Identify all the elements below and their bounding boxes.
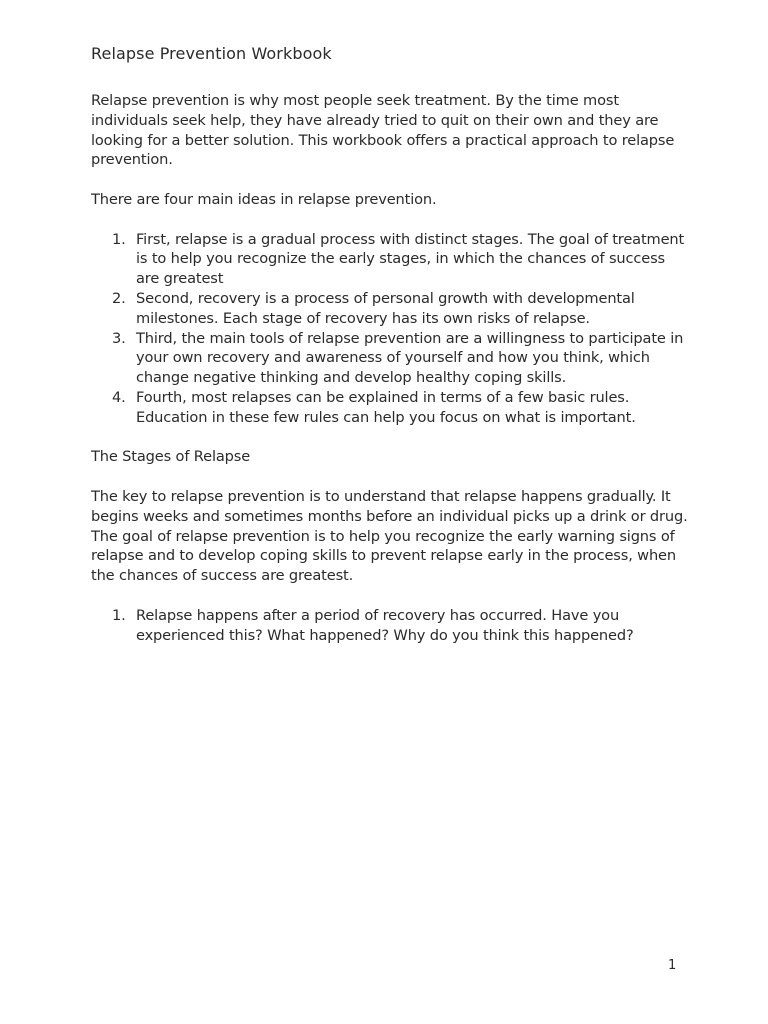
list-item bbox=[91, 289, 691, 329]
list-item-number: 4. bbox=[112, 388, 126, 406]
list-item-number: 1. bbox=[112, 606, 126, 624]
list-item-text: Third, the main tools of relapse prevention are a willingness to participate in your own recovery and awareness of yourself and how you think, which change negative thinking and develop healthy coping skills. bbox=[136, 329, 684, 387]
list-item-number: 1. bbox=[112, 230, 126, 248]
list-item-text: First, relapse is a gradual process with distinct stages. The goal of treatment is to help you recognize the early stages, in which the chances of success are greatest bbox=[136, 230, 685, 288]
document-title: Relapse Prevention Workbook bbox=[91, 44, 332, 63]
questions-list bbox=[91, 606, 691, 646]
list-item-text: Relapse happens after a period of recovery has occurred. Have you experienced this? What happened? Why do you think this happened? bbox=[136, 606, 634, 644]
section-heading: The Stages of Relapse bbox=[91, 448, 251, 466]
section-paragraph: The key to relapse prevention is to understand that relapse happens gradually. It begins weeks and sometimes months before an individual picks up a drink or drug. The goal of relapse prevention is to help you recognize the early warning signs of relapse and to develop coping skills to prevent relapse early in the process, when the chances of success are greatest. bbox=[91, 487, 688, 585]
list-item bbox=[91, 329, 691, 388]
ideas-list bbox=[91, 230, 691, 428]
list-item bbox=[91, 606, 691, 646]
document-body bbox=[91, 91, 691, 665]
list-item-text: Second, recovery is a process of personal growth with developmental milestones. Each stage of recovery has its own risks of relapse. bbox=[136, 289, 635, 327]
list-item-text: Fourth, most relapses can be explained in terms of a few basic rules. Education in these few rules can help you focus on what is important. bbox=[136, 388, 636, 426]
list-item-number: 2. bbox=[112, 289, 126, 307]
list-item bbox=[91, 230, 691, 289]
list-item-number: 3. bbox=[112, 329, 126, 347]
intro-paragraph: Relapse prevention is why most people seek treatment. By the time most individuals seek help, they have already tried to quit on their own and they are looking for a better solution. This workbook offers a practical approach to relapse prevention. bbox=[91, 92, 675, 169]
four-ideas-lead: There are four main ideas in relapse prevention. bbox=[91, 190, 437, 208]
list-item bbox=[91, 388, 691, 428]
page-number: 1 bbox=[668, 958, 677, 973]
